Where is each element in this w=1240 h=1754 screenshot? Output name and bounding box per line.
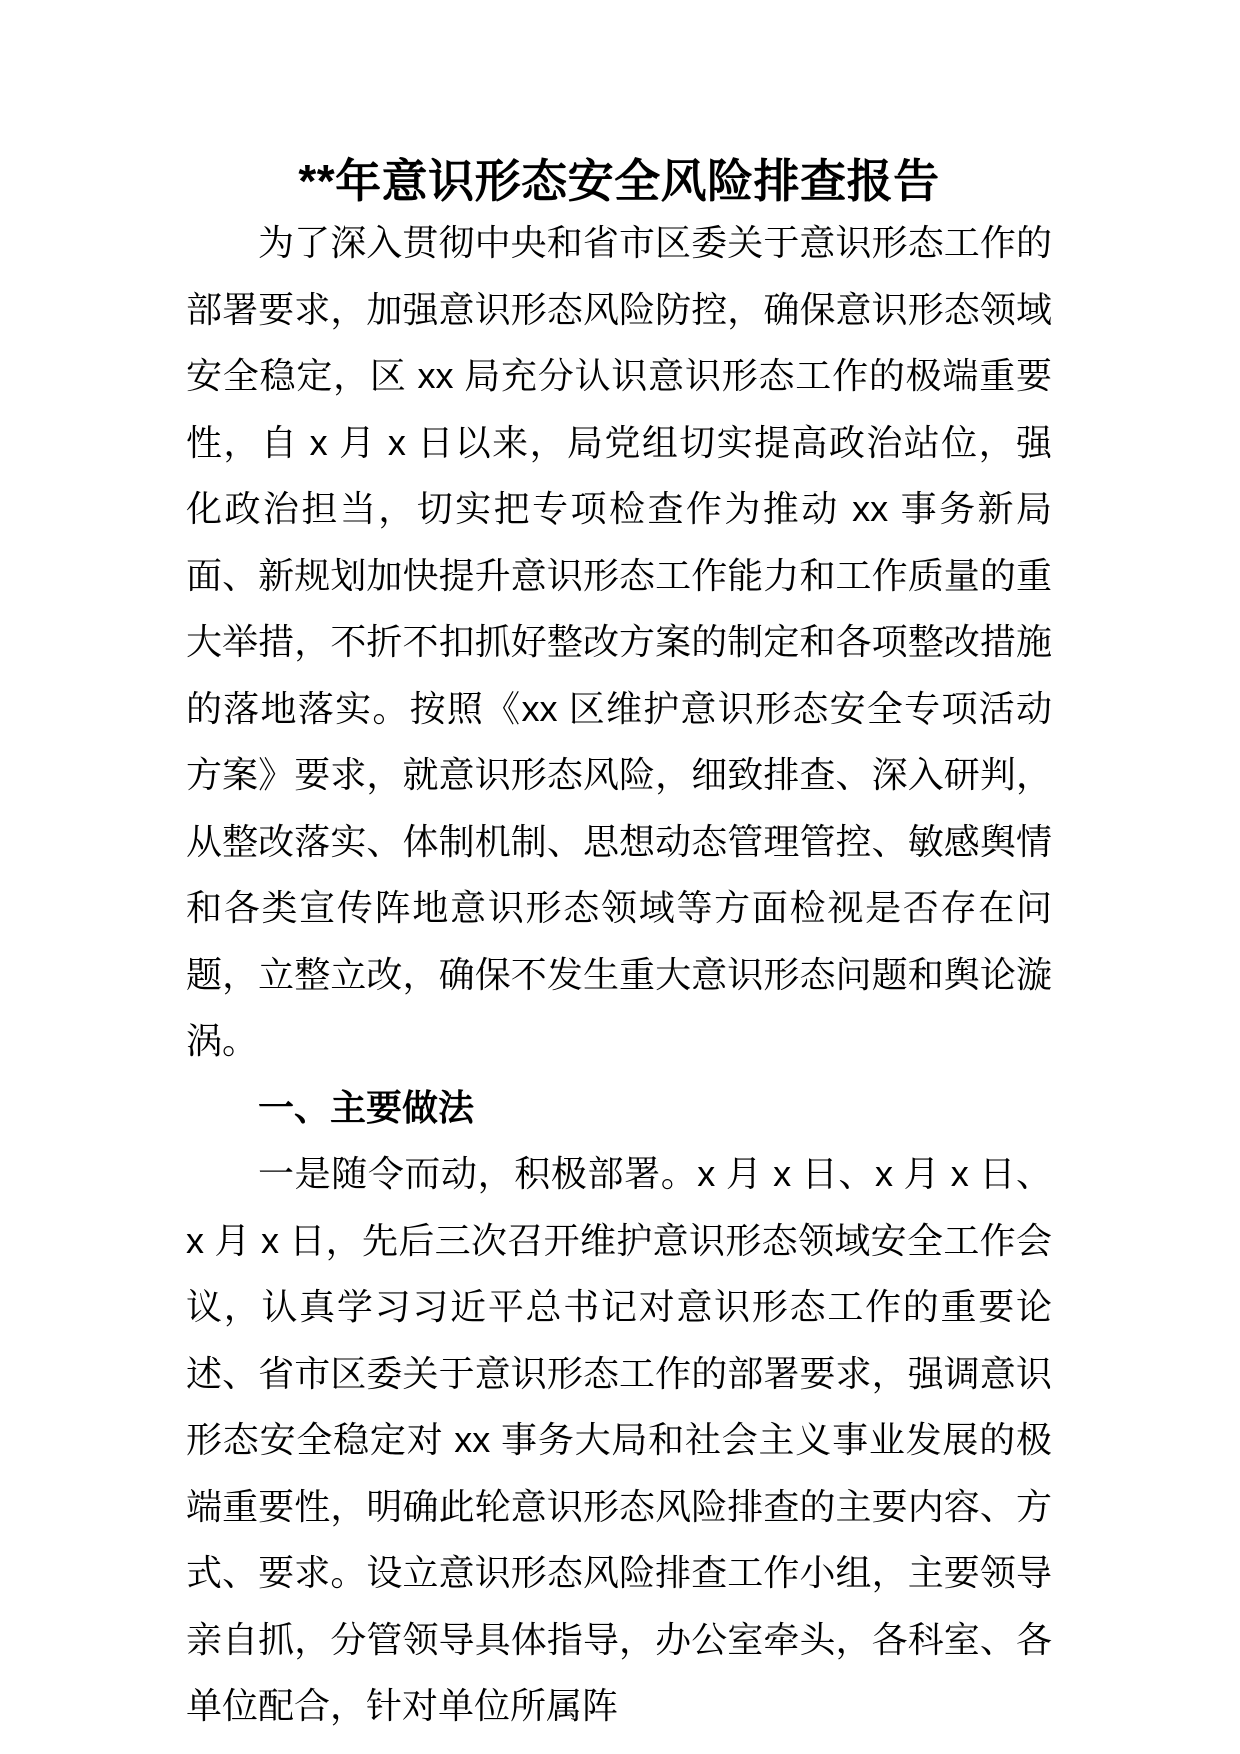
intro-paragraph: 为了深入贯彻中央和省市区委关于意识形态工作的部署要求，加强意识形态风险防控，确保意识形态领域安全稳定，区 xx 局充分认识意识形态工作的极端重要性，自 x 月 x 日以来，局党组切实提高政治站位，强化政治担当，切实把专项检查作为推动 xx 事务新局面、新规划加快提升意识形态工作能力和工作质量的重大举措，不折不扣抓好整改方案的制定和各项整改措施的落地落实。按照《xx 区维护意识形态安全专项活动方案》要求，就意识形态风险，细致排查、深入研判，从整改落实、体制机制、思想动态管理管控、敏感舆情和各类宣传阵地意识形态领域等方面检视是否存在问题，立整立改，确保不发生重大意识形态问题和舆论漩涡。: [186, 222, 1052, 1061]
section-heading-main-practices: 一、主要做法: [258, 1086, 475, 1128]
second-paragraph: 一是随令而动，积极部署。x 月 x 日、x 月 x 日、x 月 x 日，先后三次召开维护意识形态领域安全工作会议，认真学习习近平总书记对意识形态工作的重要论述、省市区委关于意识形态工作的部署要求，强调意识形态安全稳定对 xx 事务大局和社会主义事业发展的极端重要性，明确此轮意识形态风险排查的主要内容、方式、要求。设立意识形态风险排查工作小组，主要领导亲自抓，分管领导具体指导，办公室牵头，各科室、各单位配合，针对单位所属阵: [186, 1153, 1052, 1726]
document-title: **年意识形态安全风险排查报告: [298, 155, 940, 207]
